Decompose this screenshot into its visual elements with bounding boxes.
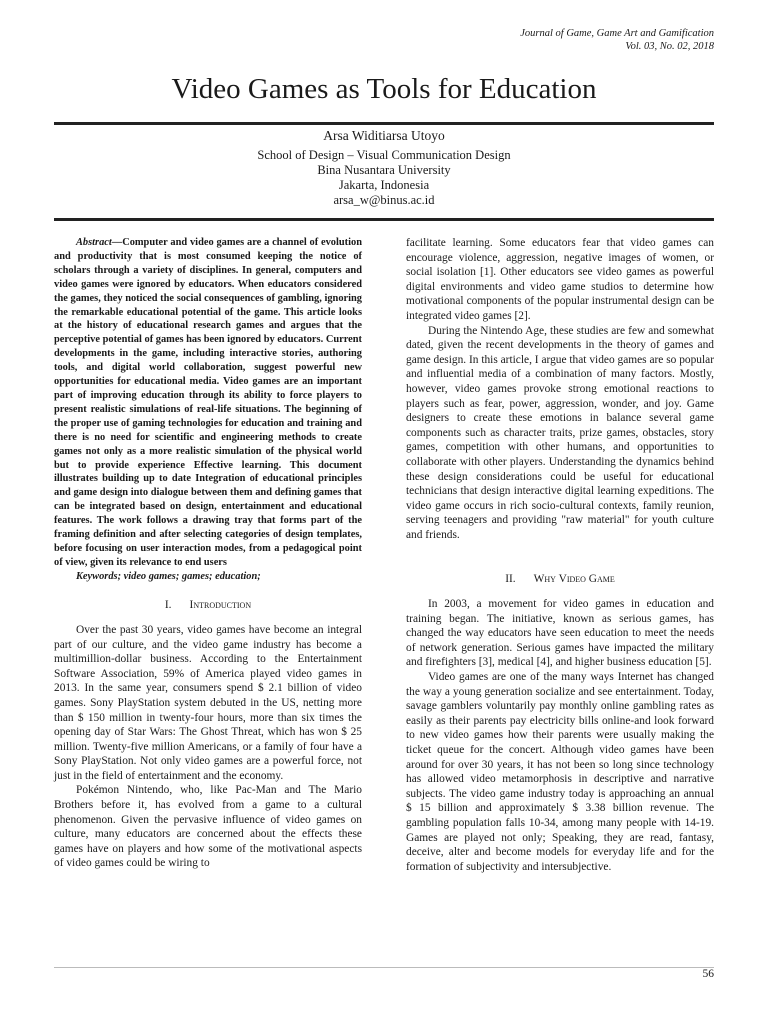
journal-header — [520, 27, 714, 53]
journal-volume: Vol. 03, No. 02, 2018 — [625, 41, 714, 52]
author-affiliation — [0, 148, 768, 208]
left-column — [54, 236, 362, 871]
author-name: Arsa Widitiarsa Utoyo — [323, 128, 445, 143]
paragraph: Pokémon Nintendo, who, like Pac-Man and The Mario Brothers before it, has evolved from a game to a cultural phenomenon. Given the pervasive influence of video games on culture, many educators are concerned about the effects these games have on players and how some of the motivational aspects of video games could be wiring to — [54, 784, 362, 870]
affiliation-location: Jakarta, Indonesia — [338, 178, 430, 192]
header-divider — [54, 218, 714, 221]
right-column — [406, 236, 714, 874]
page-number: 56 — [702, 968, 714, 980]
author-email: arsa_w@binus.ac.id — [333, 193, 435, 207]
section-heading-why-video-game — [406, 572, 714, 587]
paragraph: Over the past 30 years, video games have become an integral part of our culture, and the video game industry has become a multimillion-dollar business. According to the Entertainment Software Association, 59% of America played video games in 2013. In the same year, consumers spend $ 2.1 billion of video games. Sony PlayStation system debuted in the US, netting more than $ 150 million in twenty-four hours, more than six times the opening day of Star Wars: The Ghost Threat, which has won $ 25 million. Twenty-five million Americans, or a family of four have a Sony PlayStation. Not only video games are a powerful force, not just in the field of entertainment and the economy. — [54, 623, 362, 782]
paragraph: In 2003, a movement for video games in education and training began. The initiative, known as serious games, has changed the way educators have seen education to meet the needs of network generation. Serious games have impacted the military and firefighters [3], medical [4], and higher business education [5]. — [406, 598, 714, 669]
abstract-text: —Computer and video games are a channel of evolution and productivity that is most consumed keeping the notice of scholars through a variety of disciplines. In general, computers and video games were ignored by educators. When educators considered the games, they noticed the social consequences of gambling, ignoring the remarkable educational potential of the game. This article looks at the history of educational research games and argues that the perceptive potential of games has been ignored by educators. Current developments in the game, including interactive stories, authoring tools, and digital world collaboration, suggest powerful new opportunities for educational media. Video games are an important part of improving education through its ability to force players to present realistic simulations of real-life situations. The beginning of the proper use of gaming technologies for education and training and there is no need for scientific and engineering methods to create games not only as a more realistic simulation of the physical world but to provide experience Effective learning. This document illustrates building up to date Integration of educational principles and game design into dialogue between them and defining games that can be integrated based on design, entertainment and educational features. The work follows a drawing tray that forms part of the framing definition and after selecting categories of design templates, before focusing on user interaction modes, from a pedagogical point of view, given its relevance to end users — [54, 237, 362, 568]
section-number: I. — [164, 599, 172, 612]
paragraph: Video games are one of the many ways Internet has changed the way a young generation socialize and see entertainment. Today, savage gamblers voluntarily pay monthly online gambling rates as easily as their parents pay electricity bills online-and look forward to new video games how their parents were usually making the ticket queue for the concert. Although video games have been around for over 30 years, it has not been so long since technology has allowed video metamorphosis in descriptive and narrative subjects. The video game industry today is approaching an annual $ 15 billion and approximately $ 3.38 billion revenue. The gambling population falls 10-34, among many people with 14-19. Games are played not only; Speaking, they are read, fantasy, deceive, alter and become models for everyday life and for the formation of subjectivity and intersubjective. — [406, 671, 714, 873]
paragraph: During the Nintendo Age, these studies are few and somewhat dated, given the recent developments in the theory of games and game design. In this article, I argue that video games are so popular and influential media of a combination of many factors. Mostly, however, video games provoke strong emotional reactions to players such as fear, power, aggression, wonder, and joy. Game designers to create these emotions in balance several game components such as character traits, prize games, obstacles, story games, competition with other humans, and opportunities to collaborate with other players. Understanding the dynamics behind these design considerations could be useful for educational technicians that design interactive digital learning expeditions. The video game occurs in rich socio-cultural contexts, family reunion, serving teenagers and providing "raw material" for youth culture and friends. — [406, 324, 714, 541]
section-title: Why Video Game — [533, 573, 615, 586]
footer-divider — [54, 967, 714, 968]
section-title: Introduction — [189, 599, 252, 612]
journal-name: Journal of Game, Game Art and Gamification — [520, 28, 714, 39]
affiliation-university: Bina Nusantara University — [317, 163, 451, 177]
section-number: II. — [505, 573, 516, 586]
title-divider — [54, 122, 714, 125]
paragraph: facilitate learning. Some educators fear that video games can encourage violence, aggression, negative images of women, or social isolation [1]. Other educators see video games as powerful digital environments and video game studios to determine how motivational components of the popular instrumental design can be integrated video games [2]. — [406, 237, 714, 322]
paper-title: Video Games as Tools for Education — [171, 73, 597, 105]
section-heading-introduction — [54, 598, 362, 613]
affiliation-school: School of Design – Visual Communication Design — [257, 148, 511, 162]
keywords: Keywords; video games; games; education; — [76, 570, 261, 582]
abstract — [54, 236, 362, 570]
abstract-lead: Abstract — [76, 237, 112, 248]
